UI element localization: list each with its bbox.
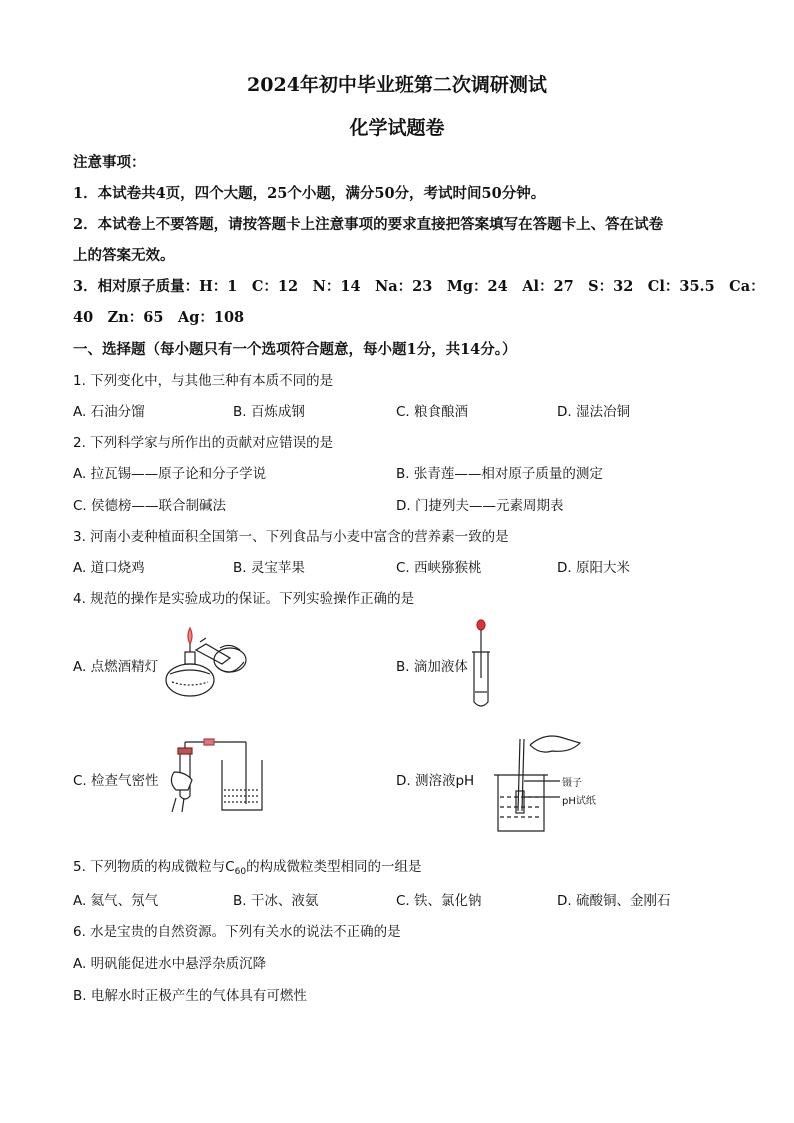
q4-option-b: B. 滴加液体 <box>396 659 468 675</box>
tweezers-label: 镊子 <box>562 778 582 789</box>
note-2-line2: 上的答案无效。 <box>73 247 175 264</box>
q6-option-a: A. 明矾能促进水中悬浮杂质沉降 <box>73 956 267 972</box>
q5-option-d: D. 硫酸铜、金刚石 <box>557 893 671 909</box>
q1-option-b: B. 百炼成钢 <box>233 404 305 420</box>
q6-option-b: B. 电解水时正极产生的气体具有可燃性 <box>73 988 307 1004</box>
q6-stem: 6. 水是宝贵的自然资源。下列有关水的说法不正确的是 <box>73 924 401 940</box>
q3-option-c: C. 西峡猕猴桃 <box>396 560 482 576</box>
note-2-line1: 2．本试卷上不要答题，请按答题卡上注意事项的要求直接把答案填写在答题卡上、答在试卷 <box>73 216 664 233</box>
q4-option-c: C. 检查气密性 <box>73 773 159 789</box>
q2-option-d: D. 门捷列夫——元素周期表 <box>396 498 564 514</box>
q1-option-a: A. 石油分馏 <box>73 404 145 420</box>
q4-option-d: D. 测溶液pH <box>396 773 475 789</box>
q3-option-a: A. 道口烧鸡 <box>73 560 145 576</box>
q5-option-a: A. 氦气、氖气 <box>73 893 159 909</box>
section-heading: 一、选择题（每小题只有一个选项符合题意，每小题1分，共14分。） <box>73 341 517 358</box>
note-3-line2: 40 Zn：65 Ag：108 <box>73 309 245 326</box>
exam-title: 2024年初中毕业班第二次调研测试 <box>247 74 547 96</box>
q2-stem: 2. 下列科学家与所作出的贡献对应错误的是 <box>73 435 334 451</box>
q4-option-a: A. 点燃酒精灯 <box>73 659 159 675</box>
q2-option-a: A. 拉瓦锡——原子论和分子学说 <box>73 466 267 482</box>
q2-option-c: C. 侯德榜——联合制碱法 <box>73 498 227 514</box>
notes-heading: 注意事项： <box>73 154 146 171</box>
q3-stem: 3. 河南小麦种植面积全国第一、下列食品与小麦中富含的营养素一致的是 <box>73 529 509 545</box>
dropper-test-tube-figure <box>466 618 496 710</box>
q5-stem: 5. 下列物质的构成微粒与$C_{60}$的构成微粒类型相同的一组是 <box>73 859 422 877</box>
ph-measurement-figure <box>490 731 610 835</box>
airtightness-figure <box>166 738 264 816</box>
q1-option-d: D. 湿法冶铜 <box>557 404 630 420</box>
exam-subtitle: 化学试题卷 <box>349 117 445 139</box>
q5-option-b: B. 干冰、液氨 <box>233 893 319 909</box>
note-1: 1．本试卷共4页，四个大题，25个小题，满分50分，考试时间50分钟。 <box>73 185 546 202</box>
q2-option-b: B. 张青莲——相对原子质量的测定 <box>396 466 603 482</box>
q5-option-c: C. 铁、氯化钠 <box>396 893 482 909</box>
ph-paper-label: pH试纸 <box>562 796 596 807</box>
q4-stem: 4. 规范的操作是实验成功的保证。下列实验操作正确的是 <box>73 591 415 607</box>
alcohol-lamp-figure <box>160 622 250 702</box>
note-3-line1: 3．相对原子质量：H：1 C：12 N：14 Na：23 Mg：24 Al：27 S：32 Cl：35.5 Ca： <box>73 278 765 295</box>
q3-option-d: D. 原阳大米 <box>557 560 630 576</box>
q1-option-c: C. 粮食酿酒 <box>396 404 469 420</box>
q3-option-b: B. 灵宝苹果 <box>233 560 305 576</box>
q1-stem: 1. 下列变化中，与其他三种有本质不同的是 <box>73 373 334 389</box>
